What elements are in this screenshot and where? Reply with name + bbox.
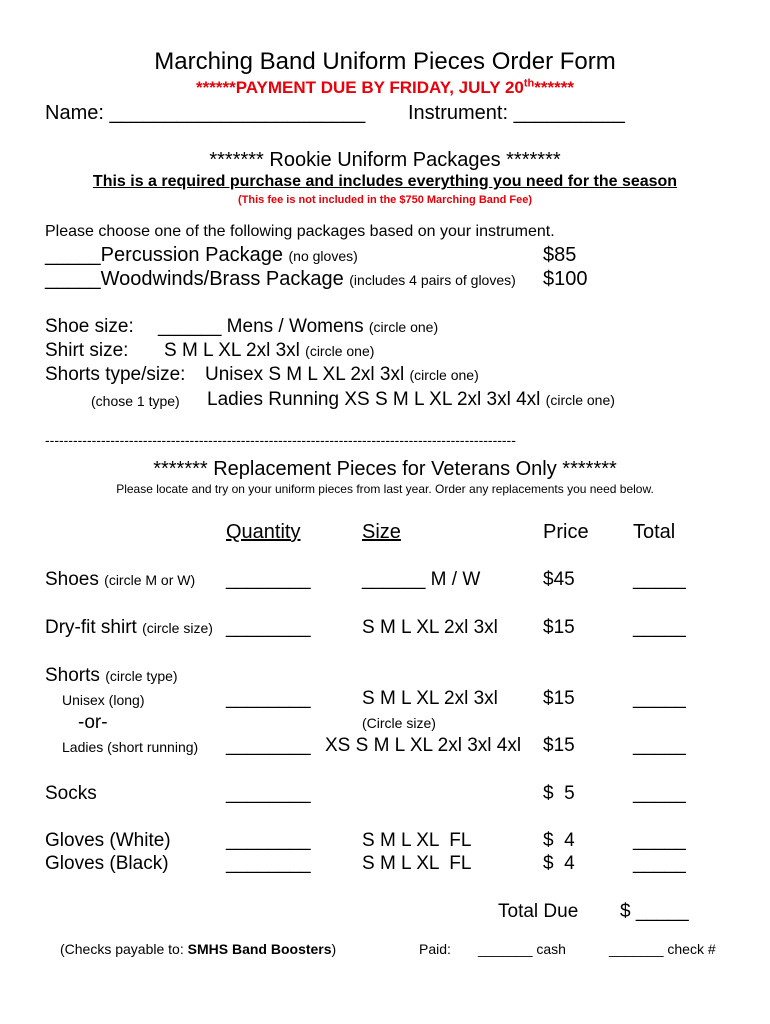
checks-suffix: ) <box>331 941 337 957</box>
payment-due-suffix: ****** <box>534 78 574 97</box>
package-price: $85 <box>543 244 577 266</box>
veterans-heading: ******* Replacement Pieces for Veterans Only ******* <box>153 458 617 480</box>
package-instruction: Please choose one of the following packages based on your instrument. <box>45 223 555 240</box>
item-note: (circle M or W) <box>104 572 196 588</box>
paid-label: Paid: <box>419 941 451 957</box>
package-percussion[interactable] <box>45 244 358 267</box>
shoe-size-value: ______ Mens / Womens <box>158 316 364 337</box>
payment-due-sup: th <box>523 77 535 90</box>
page-title: Marching Band Uniform Pieces Order Form <box>154 48 616 75</box>
ladies-size-field[interactable]: XS S M L XL 2xl 3xl 4xl <box>325 735 522 756</box>
fee-note: (This fee is not included in the $750 Marching Band Fee) <box>238 194 532 206</box>
shoe-size-field[interactable] <box>158 316 438 338</box>
gloves-white-size-field[interactable]: S M L XL FL <box>362 830 472 851</box>
payment-due-prefix: ******PAYMENT DUE BY FRIDAY, JULY 20 <box>196 78 524 97</box>
or-separator: -or- <box>78 712 108 733</box>
shirt-size-note: (circle one) <box>305 343 375 359</box>
item-shorts <box>45 665 178 687</box>
shirt-size-label: Shirt size: <box>45 340 129 361</box>
payment-due-notice <box>0 78 770 98</box>
ladies-price: $15 <box>543 735 575 756</box>
dryfit-quantity-field[interactable]: ________ <box>226 617 311 638</box>
gloves-white-price: $ 4 <box>543 830 575 851</box>
shorts-size-note: (circle one) <box>409 367 479 383</box>
gloves-white-quantity-field[interactable]: ________ <box>226 830 311 851</box>
item-name: Shorts <box>45 665 100 686</box>
shorts-size-value: Unisex S M L XL 2xl 3xl <box>205 364 405 385</box>
gloves-black-price: $ 4 <box>543 853 575 874</box>
required-note: This is a required purchase and includes everything you need for the season <box>92 173 678 190</box>
checks-prefix: (Checks payable to: <box>60 941 188 957</box>
item-note: (circle size) <box>142 620 213 636</box>
column-size: Size <box>362 521 401 543</box>
shorts-size-label: Shorts type/size: <box>45 364 186 385</box>
item-name: Shoes <box>45 569 99 590</box>
item-name: Dry-fit shirt <box>45 617 137 638</box>
gloves-white-total-field[interactable]: _____ <box>633 830 686 851</box>
ladies-quantity-field[interactable]: ________ <box>226 735 311 756</box>
item-ladies-shorts: Ladies (short running) <box>62 739 199 755</box>
package-woodwinds-brass[interactable] <box>45 268 516 291</box>
socks-price: $ 5 <box>543 783 575 804</box>
shirt-size-field[interactable] <box>164 340 374 362</box>
package-name: _____Percussion Package <box>45 244 283 266</box>
veterans-instruction: Please locate and try on your uniform pieces from last year. Order any replacements you need below. <box>116 482 654 496</box>
checks-payable-note <box>60 941 336 957</box>
item-note: (circle type) <box>105 668 178 684</box>
item-unisex: Unisex (long) <box>62 692 145 708</box>
ladies-size-field[interactable] <box>207 389 615 411</box>
paid-cash-field[interactable]: _______ cash <box>478 941 566 957</box>
socks-total-field[interactable]: _____ <box>633 783 686 804</box>
shoes-price: $45 <box>543 569 575 590</box>
ladies-size-note: (circle one) <box>545 392 615 408</box>
gloves-black-quantity-field[interactable]: ________ <box>226 853 311 874</box>
item-gloves-white: Gloves (White) <box>45 830 171 851</box>
dryfit-total-field[interactable]: _____ <box>633 617 686 638</box>
gloves-black-total-field[interactable]: _____ <box>633 853 686 874</box>
name-field[interactable]: Name: _______________________ <box>45 102 366 124</box>
shoes-total-field[interactable]: _____ <box>633 569 686 590</box>
circle-size-note: (Circle size) <box>362 715 436 731</box>
package-price: $100 <box>543 268 588 290</box>
shoe-size-label: Shoe size: <box>45 316 134 337</box>
paid-check-field[interactable]: _______ check # <box>609 941 716 957</box>
gloves-black-size-field[interactable]: S M L XL FL <box>362 853 472 874</box>
shoe-size-note: (circle one) <box>368 319 439 335</box>
item-shoes <box>45 569 195 591</box>
item-dryfit-shirt <box>45 617 213 639</box>
package-note: (includes 4 pairs of gloves) <box>349 272 516 288</box>
type-choice-label: (chose 1 type) <box>91 393 180 409</box>
shorts-size-field[interactable] <box>205 364 479 386</box>
unisex-quantity-field[interactable]: ________ <box>226 688 311 709</box>
unisex-price: $15 <box>543 688 575 709</box>
column-price: Price <box>543 521 589 543</box>
package-note: (no gloves) <box>288 248 358 264</box>
item-gloves-black: Gloves (Black) <box>45 853 169 874</box>
instrument-field[interactable]: Instrument: __________ <box>408 102 625 124</box>
shoes-size-field[interactable]: ______ M / W <box>362 569 481 590</box>
socks-quantity-field[interactable]: ________ <box>226 783 311 804</box>
checks-payee: SMHS Band Boosters <box>187 941 332 957</box>
unisex-size-field[interactable]: S M L XL 2xl 3xl <box>362 688 498 709</box>
column-quantity: Quantity <box>226 521 301 543</box>
ladies-total-field[interactable]: _____ <box>633 735 686 756</box>
item-socks: Socks <box>45 783 97 804</box>
unisex-total-field[interactable]: _____ <box>633 688 686 709</box>
dryfit-size-field[interactable]: S M L XL 2xl 3xl <box>362 617 498 638</box>
shirt-size-value: S M L XL 2xl 3xl <box>164 340 300 361</box>
package-name: _____Woodwinds/Brass Package <box>45 268 344 290</box>
section-divider: ----------------------------------------------------------------------------------------------------- <box>45 432 516 448</box>
ladies-size-value: Ladies Running XS S M L XL 2xl 3xl 4xl <box>207 389 541 410</box>
dryfit-price: $15 <box>543 617 575 638</box>
rookie-heading: ******* Rookie Uniform Packages ******* <box>209 149 561 171</box>
total-due-label: Total Due <box>498 901 579 922</box>
total-due-field[interactable]: $ _____ <box>620 901 689 922</box>
column-total: Total <box>633 521 676 543</box>
shoes-quantity-field[interactable]: ________ <box>226 569 311 590</box>
